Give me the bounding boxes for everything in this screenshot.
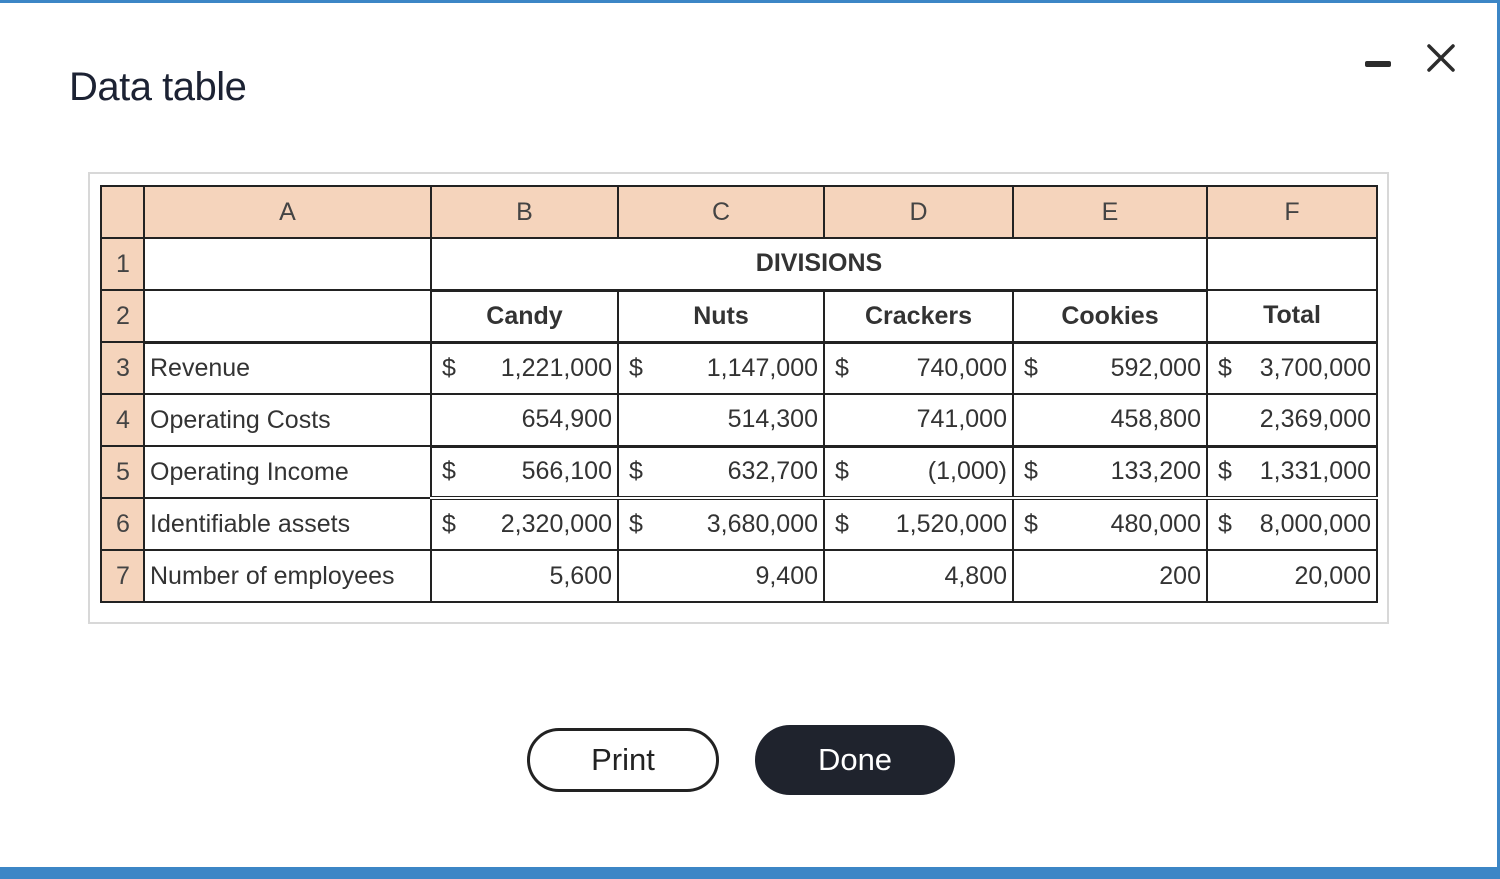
value-cell xyxy=(1207,446,1377,498)
currency-symbol: $ xyxy=(629,510,643,538)
cell-value: 3,680,000 xyxy=(706,510,818,538)
row-label: Operating Income xyxy=(144,446,431,498)
currency-symbol: $ xyxy=(1218,353,1232,382)
cell-value: 592,000 xyxy=(1110,353,1201,382)
table-row xyxy=(101,238,1377,290)
division-header: Total xyxy=(1207,290,1377,342)
table-row xyxy=(101,498,1377,550)
cell-value: 4,800 xyxy=(944,561,1007,590)
table-row xyxy=(101,342,1377,394)
cell-value: 5,600 xyxy=(549,561,612,590)
row-number: 5 xyxy=(101,446,144,498)
row-number: 3 xyxy=(101,342,144,394)
frame-bottom-border xyxy=(0,867,1500,879)
row-label: Identifiable assets xyxy=(144,498,431,550)
row-label: Operating Costs xyxy=(144,394,431,446)
cell-value: 1,221,000 xyxy=(500,353,612,382)
value-cell xyxy=(1013,342,1207,394)
minimize-bar xyxy=(1365,61,1391,67)
cell-value: 2,320,000 xyxy=(500,510,612,538)
currency-symbol: $ xyxy=(629,457,643,486)
empty-cell xyxy=(1207,238,1377,290)
division-header: Cookies xyxy=(1013,290,1207,342)
cell-value: 133,200 xyxy=(1110,457,1201,486)
cell-value: 741,000 xyxy=(916,405,1007,434)
cell-value: 740,000 xyxy=(916,353,1007,382)
cell-value: 458,800 xyxy=(1110,405,1201,434)
value-cell xyxy=(618,498,824,550)
empty-cell xyxy=(144,238,431,290)
row-number: 6 xyxy=(101,498,144,550)
table-row xyxy=(101,290,1377,342)
cell-value: 1,520,000 xyxy=(895,510,1007,538)
currency-symbol: $ xyxy=(835,510,849,538)
empty-cell xyxy=(144,290,431,342)
division-header: Candy xyxy=(431,290,618,342)
currency-symbol: $ xyxy=(1024,510,1038,538)
cell-value: 200 xyxy=(1159,561,1201,590)
column-header: B xyxy=(431,186,618,238)
cell-value: 9,400 xyxy=(755,561,818,590)
value-cell xyxy=(1013,498,1207,550)
table-row xyxy=(101,446,1377,498)
value-cell xyxy=(618,342,824,394)
cell-value: 20,000 xyxy=(1294,561,1371,590)
value-cell xyxy=(431,394,618,446)
currency-symbol: $ xyxy=(442,457,456,486)
cell-value: 3,700,000 xyxy=(1259,353,1371,382)
currency-symbol: $ xyxy=(442,510,456,538)
cell-value: 654,900 xyxy=(521,405,612,434)
row-number: 2 xyxy=(101,290,144,342)
table-row xyxy=(101,550,1377,602)
currency-symbol: $ xyxy=(1024,353,1038,382)
division-header: Nuts xyxy=(618,290,824,342)
currency-symbol: $ xyxy=(442,353,456,382)
value-cell xyxy=(824,342,1013,394)
division-header: Crackers xyxy=(824,290,1013,342)
currency-symbol: $ xyxy=(835,457,849,486)
value-cell xyxy=(431,342,618,394)
table-row xyxy=(101,394,1377,446)
value-cell xyxy=(431,446,618,498)
cell-value: 8,000,000 xyxy=(1259,510,1371,538)
value-cell xyxy=(618,394,824,446)
column-header: C xyxy=(618,186,824,238)
currency-symbol: $ xyxy=(1218,457,1232,486)
value-cell xyxy=(431,550,618,602)
row-label: Number of employees xyxy=(144,550,431,602)
value-cell xyxy=(824,394,1013,446)
value-cell xyxy=(1013,394,1207,446)
row-number: 7 xyxy=(101,550,144,602)
column-header: A xyxy=(144,186,431,238)
minimize-icon[interactable] xyxy=(1365,57,1393,70)
value-cell xyxy=(824,498,1013,550)
cell-value: 1,331,000 xyxy=(1259,457,1371,486)
currency-symbol: $ xyxy=(835,353,849,382)
column-header: E xyxy=(1013,186,1207,238)
row-number: 1 xyxy=(101,238,144,290)
divisions-label: DIVISIONS xyxy=(431,238,1207,290)
value-cell xyxy=(1207,342,1377,394)
currency-symbol: $ xyxy=(1024,457,1038,486)
currency-symbol: $ xyxy=(629,353,643,382)
corner-cell xyxy=(101,186,144,238)
row-label: Revenue xyxy=(144,342,431,394)
print-button[interactable]: Print xyxy=(527,728,719,792)
column-header: D xyxy=(824,186,1013,238)
value-cell xyxy=(1013,446,1207,498)
value-cell xyxy=(824,446,1013,498)
value-cell xyxy=(1013,550,1207,602)
value-cell xyxy=(1207,394,1377,446)
value-cell xyxy=(824,550,1013,602)
value-cell xyxy=(618,446,824,498)
close-icon-glyph xyxy=(1421,38,1461,78)
value-cell xyxy=(1207,550,1377,602)
cell-value: 480,000 xyxy=(1110,510,1201,538)
cell-value: 632,700 xyxy=(727,457,818,486)
value-cell xyxy=(1207,498,1377,550)
currency-symbol: $ xyxy=(1218,510,1232,538)
cell-value: 1,147,000 xyxy=(706,353,818,382)
close-icon[interactable] xyxy=(1421,38,1461,78)
row-number: 4 xyxy=(101,394,144,446)
value-cell xyxy=(431,498,618,550)
column-header: F xyxy=(1207,186,1377,238)
cell-value: 566,100 xyxy=(521,457,612,486)
value-cell xyxy=(618,550,824,602)
cell-value: (1,000) xyxy=(927,457,1007,486)
spreadsheet-table xyxy=(100,185,1378,603)
cell-value: 514,300 xyxy=(727,405,818,434)
dialog-title: Data table xyxy=(69,65,247,109)
column-header-row xyxy=(101,186,1377,238)
done-button[interactable]: Done xyxy=(755,725,955,795)
cell-value: 2,369,000 xyxy=(1259,405,1371,434)
